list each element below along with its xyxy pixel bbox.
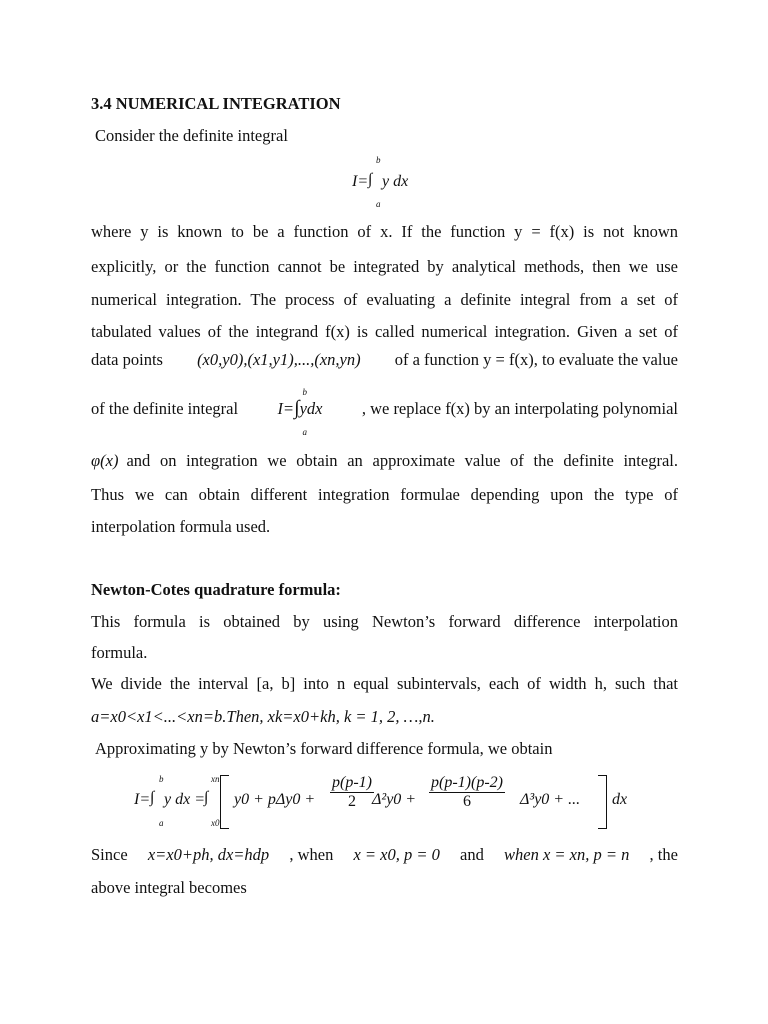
right-bracket <box>598 775 607 829</box>
since-line <box>91 845 678 865</box>
since-word: Since <box>91 845 128 864</box>
formula-mid: y dx = <box>164 791 205 808</box>
integral-lhs: I= <box>352 173 369 190</box>
integral-display <box>352 155 432 211</box>
line5-end: of a function y = f(x), to evaluate the value <box>394 350 678 369</box>
formula-term3: Δ³y0 + ... <box>520 791 581 808</box>
upper-limit: b <box>376 155 381 165</box>
newton-line4: a=x0<x1<...<xn=b.Then, xk=x0+kh, k = 1, 2, …,n. <box>91 707 435 726</box>
frac2-num: p(p-1) <box>332 774 372 791</box>
integrand: y dx <box>382 173 409 190</box>
intro-text: Consider the definite integral <box>95 126 288 145</box>
para1-line5 <box>91 350 678 370</box>
formula-int1: ∫ <box>150 789 155 806</box>
para1-line3: numerical integration. The process of evaluating a definite integral from a set of <box>91 290 678 309</box>
frac3 <box>429 774 505 811</box>
frac3-den: 6 <box>462 793 471 810</box>
phi-x: φ(x) <box>91 451 119 470</box>
inline-upper: b <box>302 387 307 397</box>
para1-line8: Thus we can obtain different integration formulae depending upon the type of <box>91 485 678 504</box>
para1-line6 <box>91 387 678 437</box>
line5-start: data points <box>91 350 163 369</box>
the-word: , the <box>649 845 678 864</box>
section-title: 3.4 NUMERICAL INTEGRATION <box>91 94 341 113</box>
para1-line4: tabulated values of the integrand f(x) is called numerical integration. Given a set of <box>91 322 678 341</box>
cond2-expr: when x = xn, p = n <box>504 845 630 864</box>
and-word: and <box>460 845 484 864</box>
integral-sign: ∫ <box>368 171 373 188</box>
newton-line5: Approximating y by Newton’s forward difference formula, we obtain <box>95 739 553 758</box>
para1-line2: explicitly, or the function cannot be integrated by analytical methods, then we use <box>91 257 678 276</box>
frac3-num: p(p-1)(p-2) <box>431 774 503 791</box>
formula-lower1: a <box>159 818 164 828</box>
line6-end: , we replace f(x) by an interpolating polynomial <box>361 398 678 418</box>
subst-expr: x=x0+ph, dx=hdp <box>147 845 270 864</box>
formula-dx: dx <box>612 791 628 808</box>
inline-integral: b I=∫ydx a <box>277 398 322 419</box>
last-line: above integral becomes <box>91 878 247 897</box>
newton-title: Newton-Cotes quadrature formula: <box>91 580 341 599</box>
formula-term1: y0 + pΔy0 + <box>234 791 316 808</box>
newton-line1: This formula is obtained by using Newton’s forward difference interpolation <box>91 612 678 631</box>
cond1-expr: x = x0, p = 0 <box>353 845 440 864</box>
formula-term2: Δ²y0 + <box>372 791 417 808</box>
frac2-den: 2 <box>347 793 356 810</box>
left-bracket <box>220 775 229 829</box>
formula-lhs: I= <box>134 791 151 808</box>
frac2 <box>330 774 374 811</box>
formula-int2: ∫ <box>204 789 209 806</box>
newton-line2: formula. <box>91 643 148 662</box>
line6-start: of the definite integral <box>91 398 239 418</box>
newton-formula <box>134 770 634 832</box>
data-points: (x0,y0),(x1,y1),...,(xn,yn) <box>197 350 361 369</box>
para1-line1: where y is known to be a function of x. If the function y = f(x) is not known <box>91 222 678 241</box>
lower-limit: a <box>376 199 381 209</box>
newton-line3: We divide the interval [a, b] into n equal subintervals, each of width h, such that <box>91 674 678 693</box>
inline-lower: a <box>302 427 307 437</box>
when1-word: , when <box>289 845 334 864</box>
formula-upper1: b <box>159 774 164 784</box>
formula-lower2: x0 <box>211 818 220 828</box>
para1-line7 <box>91 451 678 471</box>
line7-text: and on integration we obtain an approximate value of the definite integral. <box>126 451 678 470</box>
para1-line9: interpolation formula used. <box>91 517 271 536</box>
formula-upper2: xn <box>211 774 220 784</box>
